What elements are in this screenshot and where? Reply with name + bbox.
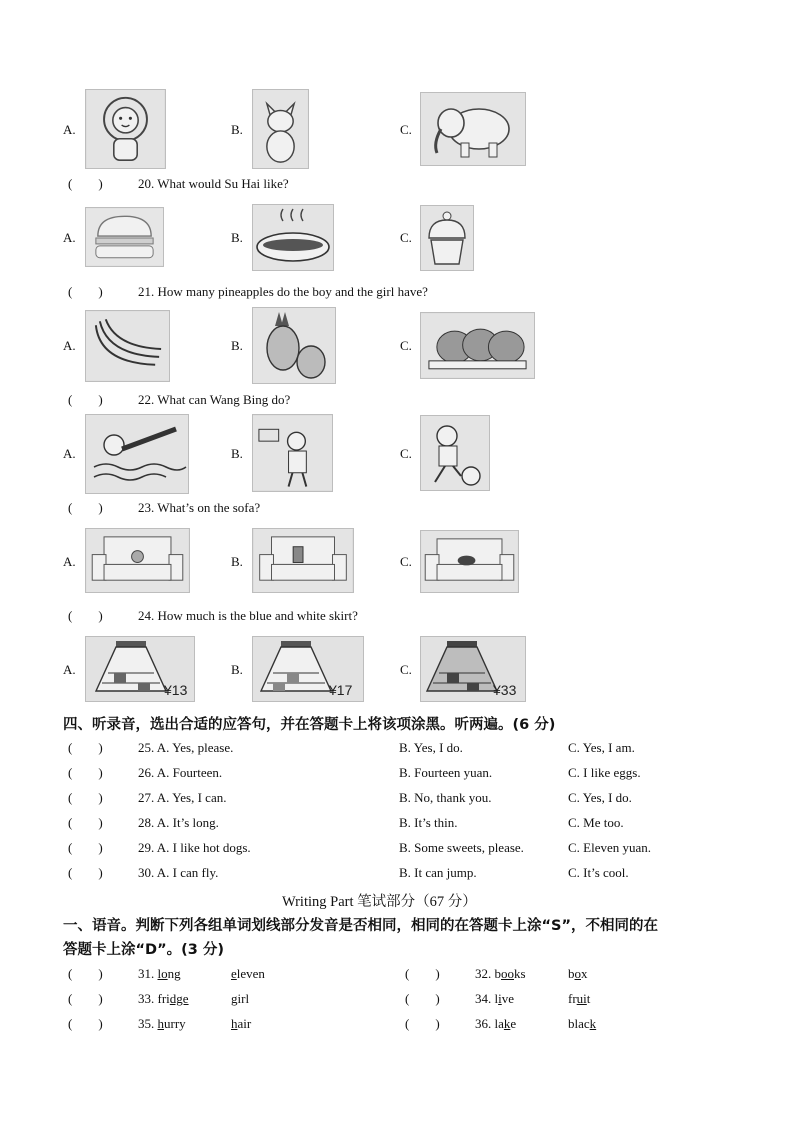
swimming-picture bbox=[85, 414, 189, 494]
sofa-with-teddy-picture bbox=[85, 528, 190, 593]
question-21-text: 21. How many pineapples do the boy and the girl have? bbox=[138, 284, 428, 299]
football-picture bbox=[420, 415, 490, 491]
answer-blank[interactable]: ( ) bbox=[68, 500, 103, 515]
basketball-picture bbox=[252, 414, 333, 492]
word-two: box bbox=[568, 966, 588, 981]
option-a-text: 28. A. It’s long. bbox=[138, 815, 219, 830]
question-number: 33. bbox=[138, 991, 155, 1006]
option-c-text: C. It’s cool. bbox=[568, 865, 629, 880]
option-c-label: C. bbox=[400, 338, 412, 353]
answer-blank[interactable]: ( ) bbox=[68, 176, 103, 191]
question-number: 31. bbox=[138, 966, 155, 981]
skirt-price-17-picture bbox=[252, 636, 364, 702]
hot-dog-picture bbox=[252, 204, 334, 271]
phonics-question bbox=[68, 991, 189, 1007]
option-a-text: 25. A. Yes, please. bbox=[138, 740, 234, 755]
option-b-text: B. It’s thin. bbox=[399, 815, 458, 830]
option-b-label: B. bbox=[231, 662, 243, 677]
sofa-with-robot-picture bbox=[252, 528, 354, 593]
answer-blank[interactable]: ( ) bbox=[68, 840, 103, 855]
elephant-picture bbox=[420, 92, 526, 166]
phonics-title-line-2: 答题卡上涂“D”。(3 分) bbox=[63, 942, 224, 958]
question-number: 36. bbox=[475, 1016, 492, 1031]
sofa-with-cap-picture bbox=[420, 530, 519, 593]
option-b-label: B. bbox=[231, 122, 243, 137]
word-one: fridge bbox=[157, 991, 189, 1006]
listening-question bbox=[68, 865, 218, 881]
question-20-text: 20. What would Su Hai like? bbox=[138, 176, 289, 191]
word-two: eleven bbox=[231, 966, 265, 981]
question-24 bbox=[68, 608, 358, 624]
option-c-label: C. bbox=[400, 230, 412, 245]
question-23 bbox=[68, 500, 260, 516]
answer-blank[interactable]: ( ) bbox=[68, 740, 103, 755]
listening-question bbox=[68, 765, 222, 781]
question-21 bbox=[68, 284, 428, 300]
skirt-price-13-picture bbox=[85, 636, 195, 702]
question-number: 35. bbox=[138, 1016, 155, 1031]
phonics-question bbox=[68, 1016, 186, 1032]
question-22-text: 22. What can Wang Bing do? bbox=[138, 392, 291, 407]
word-one: long bbox=[157, 966, 181, 981]
phonics-question bbox=[405, 1016, 516, 1032]
cupcake-picture bbox=[420, 205, 474, 271]
word-two: girl bbox=[231, 991, 250, 1006]
option-c-text: C. I like eggs. bbox=[568, 765, 641, 780]
lion-picture bbox=[85, 89, 166, 169]
option-a-label: A. bbox=[63, 446, 76, 461]
answer-blank[interactable]: ( ) bbox=[68, 284, 103, 299]
option-a-text: 30. A. I can fly. bbox=[138, 865, 219, 880]
option-b-text: B. It can jump. bbox=[399, 865, 477, 880]
listening-question bbox=[68, 840, 251, 856]
writing-part-title: Writing Part 笔试部分（67 分） bbox=[282, 894, 477, 910]
option-c-label: C. bbox=[400, 554, 412, 569]
listening-question bbox=[68, 815, 219, 831]
word-one: live bbox=[494, 991, 515, 1006]
listening-question bbox=[68, 740, 233, 756]
option-b-text: B. Fourteen yuan. bbox=[399, 765, 493, 780]
answer-blank[interactable]: ( ) bbox=[68, 765, 103, 780]
option-a-label: A. bbox=[63, 338, 76, 353]
pineapples-on-plate-picture bbox=[420, 312, 535, 379]
skirt-price-33-picture bbox=[420, 636, 526, 702]
word-two: fruit bbox=[568, 991, 591, 1006]
two-pineapples-picture bbox=[252, 307, 336, 384]
price-label: ¥33 bbox=[493, 682, 517, 698]
option-a-text: 26. A. Fourteen. bbox=[138, 765, 223, 780]
bananas-picture bbox=[85, 310, 170, 382]
answer-blank[interactable]: ( ) bbox=[68, 966, 103, 981]
word-one: books bbox=[494, 966, 526, 981]
question-23-text: 23. What’s on the sofa? bbox=[138, 500, 261, 515]
option-b-label: B. bbox=[231, 554, 243, 569]
option-c-text: C. Yes, I am. bbox=[568, 740, 635, 755]
answer-blank[interactable]: ( ) bbox=[405, 991, 440, 1006]
phonics-title-line-1: 一、语音。判断下列各组单词划线部分发音是否相同，相同的在答题卡上涂“S”，不相同的在 bbox=[63, 918, 658, 934]
option-c-text: C. Me too. bbox=[568, 815, 624, 830]
answer-blank[interactable]: ( ) bbox=[68, 790, 103, 805]
option-b-text: B. No, thank you. bbox=[399, 790, 492, 805]
option-c-label: C. bbox=[400, 662, 412, 677]
price-label: ¥13 bbox=[164, 682, 188, 698]
option-b-text: B. Some sweets, please. bbox=[399, 840, 524, 855]
option-b-text: B. Yes, I do. bbox=[399, 740, 463, 755]
answer-blank[interactable]: ( ) bbox=[405, 1016, 440, 1031]
word-two: black bbox=[568, 1016, 597, 1031]
price-label: ¥17 bbox=[329, 682, 353, 698]
cat-picture bbox=[252, 89, 309, 169]
word-one: lake bbox=[494, 1016, 517, 1031]
option-c-label: C. bbox=[400, 446, 412, 461]
option-c-text: C. Yes, I do. bbox=[568, 790, 632, 805]
hamburger-picture bbox=[85, 207, 164, 267]
section-4-title: 四、听录音，选出合适的应答句，并在答题卡上将该项涂黑。听两遍。(6 分) bbox=[63, 717, 556, 733]
listening-question bbox=[68, 790, 226, 806]
option-b-label: B. bbox=[231, 446, 243, 461]
question-number: 32. bbox=[475, 966, 492, 981]
option-a-text: 29. A. I like hot dogs. bbox=[138, 840, 251, 855]
option-c-label: C. bbox=[400, 122, 412, 137]
question-24-text: 24. How much is the blue and white skirt? bbox=[138, 608, 358, 623]
answer-blank[interactable]: ( ) bbox=[405, 966, 440, 981]
phonics-question bbox=[405, 991, 514, 1007]
answer-blank[interactable]: ( ) bbox=[68, 815, 103, 830]
option-a-label: A. bbox=[63, 554, 76, 569]
answer-blank[interactable]: ( ) bbox=[68, 608, 103, 623]
answer-blank[interactable]: ( ) bbox=[68, 991, 103, 1006]
answer-blank[interactable]: ( ) bbox=[68, 392, 103, 407]
question-number: 34. bbox=[475, 991, 492, 1006]
option-a-label: A. bbox=[63, 662, 76, 677]
option-a-text: 27. A. Yes, I can. bbox=[138, 790, 227, 805]
option-b-label: B. bbox=[231, 338, 243, 353]
option-a-label: A. bbox=[63, 230, 76, 245]
option-b-label: B. bbox=[231, 230, 243, 245]
word-one: hurry bbox=[157, 1016, 186, 1031]
word-two: hair bbox=[231, 1016, 252, 1031]
option-a-label: A. bbox=[63, 122, 76, 137]
option-c-text: C. Eleven yuan. bbox=[568, 840, 652, 855]
question-20 bbox=[68, 176, 289, 192]
question-22 bbox=[68, 392, 290, 408]
phonics-question bbox=[68, 966, 181, 982]
phonics-question bbox=[405, 966, 526, 982]
answer-blank[interactable]: ( ) bbox=[68, 865, 103, 880]
answer-blank[interactable]: ( ) bbox=[68, 1016, 103, 1031]
